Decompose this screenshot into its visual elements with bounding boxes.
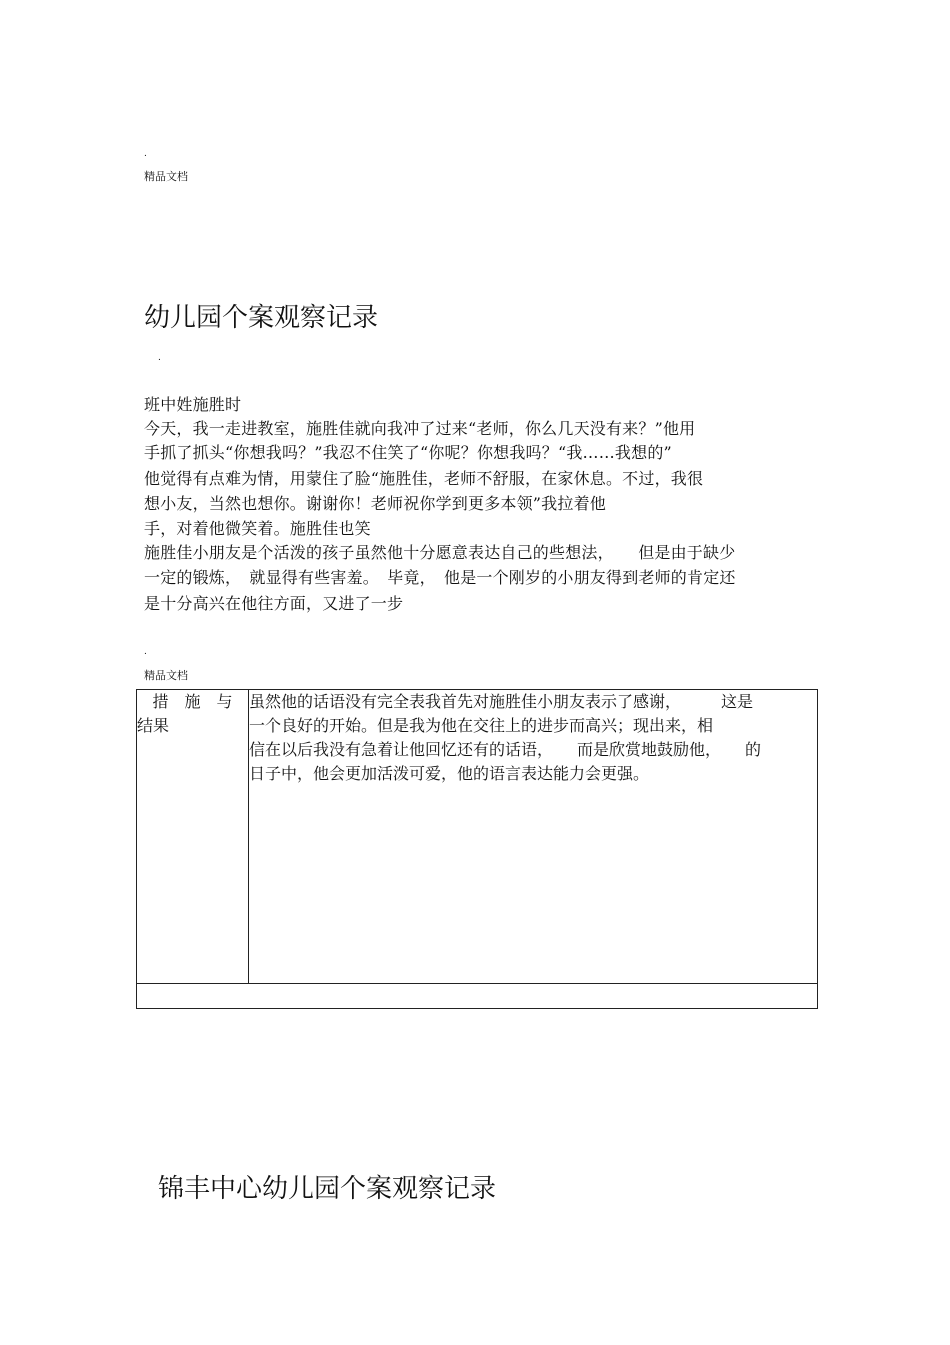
measures-label: 措 施 与 [152, 692, 233, 711]
body-line: 他觉得有点难为情，用蒙住了脸“施胜佳，老师不舒服，在家休息。不过，我很 [144, 469, 704, 488]
body-line: 想小友，当然也想你。谢谢你！老师祝你学到更多本领”我拉着他 [144, 494, 606, 513]
body-line: 手，对着他微笑着。施胜佳也笑 [144, 519, 371, 538]
body-line: 施胜佳小朋友是个活泼的孩子虽然他十分愿意表达自己的些想法， 但是由于缺少 [144, 543, 736, 562]
second-page-title: 锦丰中心幼儿园个案观察记录 [158, 1174, 497, 1204]
empty-row-cell [137, 984, 818, 1009]
table-row [137, 984, 818, 1009]
body-line: 今天，我一走进教室，施胜佳就向我冲了过来“老师，你么几天没有来？”他用 [144, 419, 696, 438]
body-line: 一定的锻炼， 就显得有些害羞。 毕竟， 他是一个刚岁的小朋友得到老师的肯定还 [144, 568, 736, 587]
header-dot: . [144, 149, 147, 159]
content-line: 日子中，他会更加活泼可爱，他的语言表达能力会更强。 [249, 764, 650, 783]
content-line: 信在以后我没有急着让他回忆还有的话语， 而是欣赏地鼓励他， 的 [249, 740, 762, 759]
measures-content-cell [249, 690, 818, 984]
measures-label-cell [137, 690, 249, 984]
page-title: 幼儿园个案观察记录 [144, 303, 379, 333]
header-watermark: 精品文档 [144, 669, 188, 682]
record-table [136, 689, 818, 1009]
content-line: 虽然他的话语没有完全表我首先对施胜佳小朋友表示了感谢， 这是 [249, 692, 754, 711]
title-dot: . [158, 353, 161, 363]
header-dot: . [144, 647, 147, 657]
body-line: 是十分高兴在他往方面，又进了一步 [144, 594, 404, 613]
results-label: 结果 [137, 716, 170, 735]
body-heading: 班中姓施胜时 [144, 395, 242, 414]
table-row [137, 690, 818, 984]
content-line: 一个良好的开始。但是我为他在交往上的进步而高兴；现出来，相 [249, 716, 714, 735]
header-watermark: 精品文档 [144, 170, 188, 183]
body-line: 手抓了抓头“你想我吗？”我忍不住笑了“你呢？你想我吗？“我……我想的” [144, 443, 672, 462]
